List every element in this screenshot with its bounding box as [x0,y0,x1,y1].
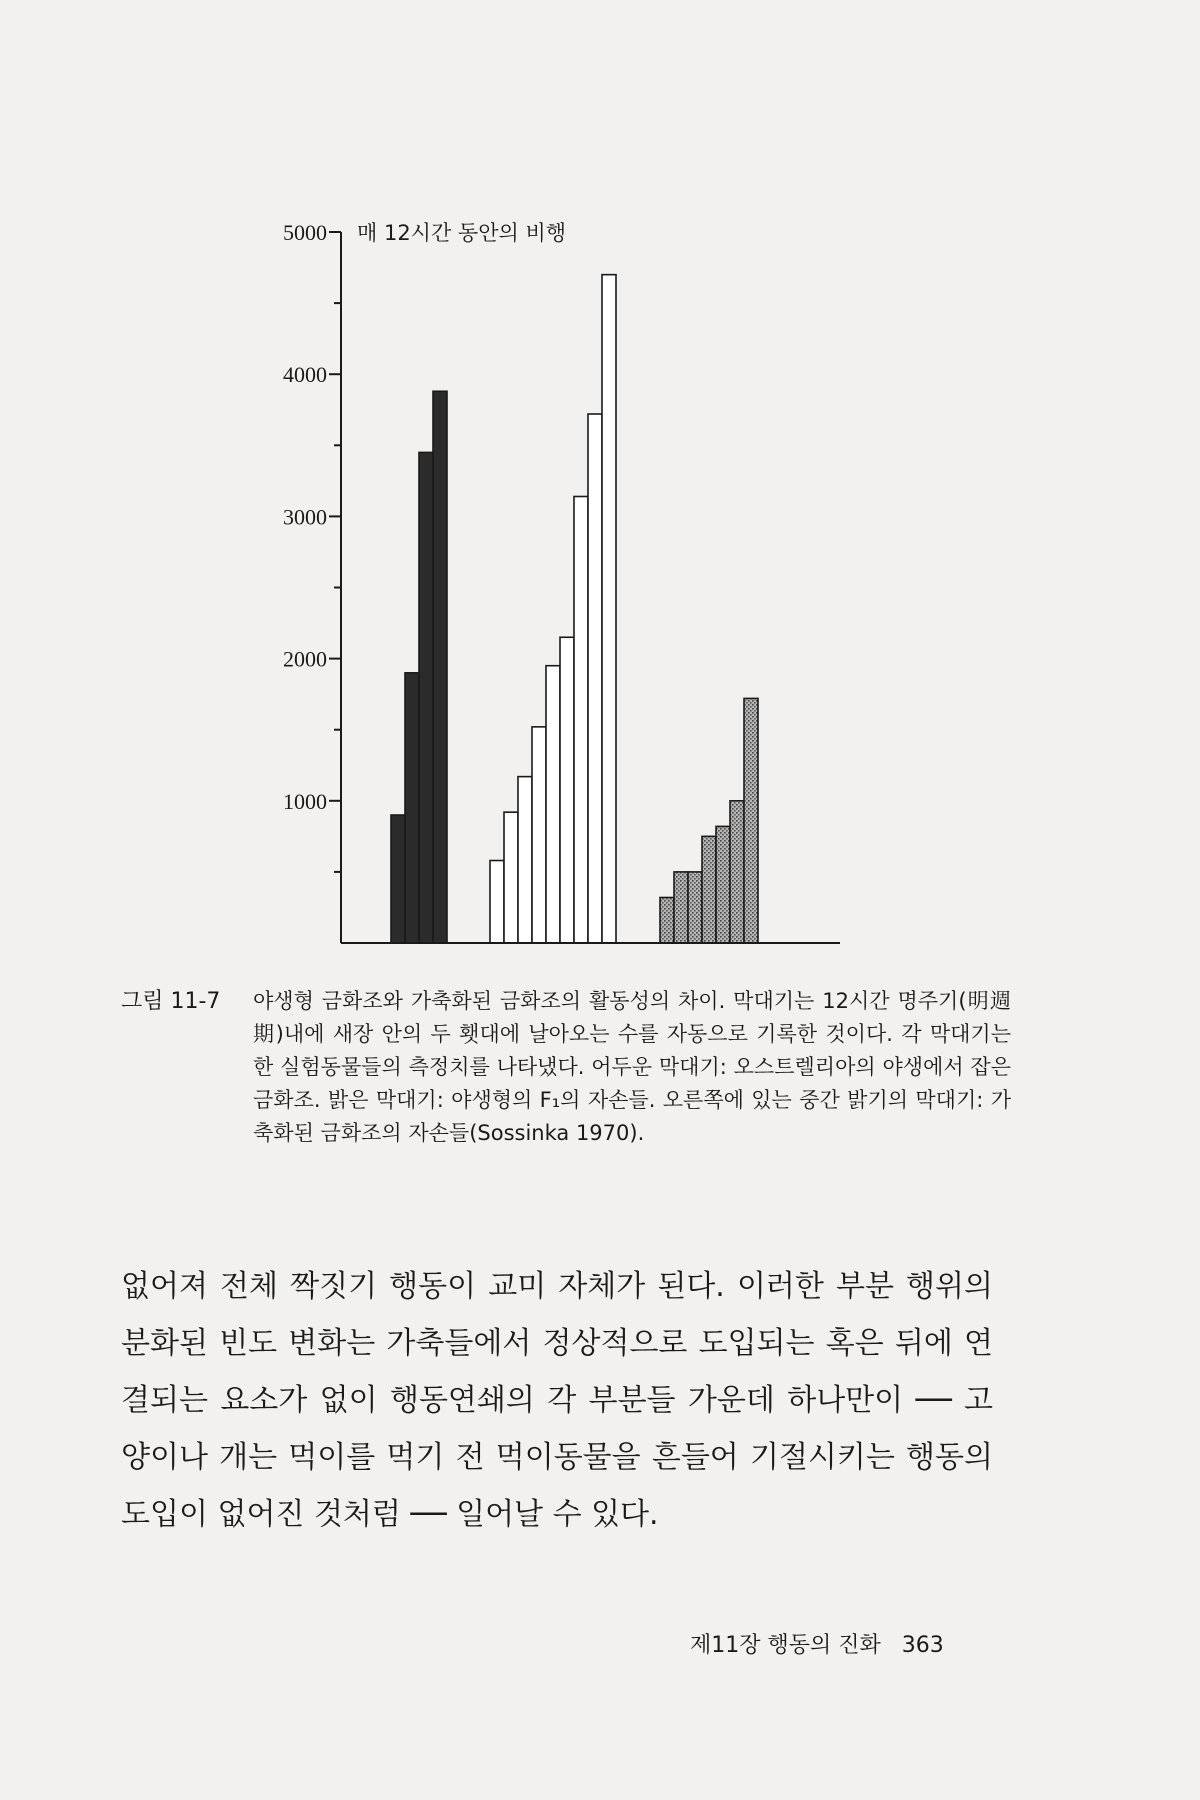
figure-caption [121,985,1011,1150]
figure-number: 그림 11-7 [121,989,221,1014]
bar-light-8 [588,414,602,943]
page-number: 363 [901,1633,944,1658]
bar-dark-3 [419,452,433,943]
bar-hatched-1 [660,897,674,943]
bar-hatched-2 [674,872,688,943]
y-axis-label: 매 12시간 동안의 비행 [357,221,567,245]
caption-text: 야생형 금화조와 가축화된 금화조의 활동성의 차이. 막대기는 12시간 명주기(明週期)내에 새장 안의 두 횃대에 날아오는 수를 자동으로 기록한 것이다. 각 막대기는 한 실험동물들의 측정치를 나타냈다. 어두운 막대기: 오스트렐리아의 야생에서 잡은 금화조. 밝은 막대기: 야생형의 F₁의 자손들. 오른쪽에 있는 중간 밝기의 막대기: 가축화된 금화조의 자손들(Sossinka 1970). [253,989,1011,1145]
bar-light-7 [574,496,588,943]
bar-light-2 [504,812,518,943]
bar-hatched-5 [716,826,730,943]
y-tick-label-5000: 5000 [283,220,327,245]
bar-hatched-3 [688,872,702,943]
bar-hatched-4 [702,836,716,943]
y-tick-label-2000: 2000 [283,646,327,672]
chapter-title: 제11장 행동의 진화 [690,1633,881,1658]
bar-dark-1 [391,815,405,943]
y-tick-label-1000: 1000 [283,788,327,814]
bar-light-3 [518,777,532,943]
body-paragraph: 없어져 전체 짝짓기 행동이 교미 자체가 된다. 이러한 부분 행위의 분화된 빈도 변화는 가축들에서 정상적으로 도입되는 혹은 뒤에 연결되는 요소가 없이 행동연쇄의 각 부분들 가운데 하나만이 ── 고양이나 개는 먹이를 먹기 전 먹이동물을 흔들어 기절시키는 행동의 도입이 없어진 것처럼 ── 일어날 수 있다. [121,1269,993,1532]
page-footer [690,1628,944,1659]
bar-light-4 [532,727,546,943]
bar-hatched-6 [730,801,744,943]
y-tick-label-3000: 3000 [283,504,327,530]
bar-light-1 [490,861,504,943]
bar-light-6 [560,637,574,943]
bar-dark-2 [405,673,419,943]
bar-hatched-7 [744,698,758,943]
y-tick-label-4000: 4000 [283,362,327,388]
bar-light-9 [602,275,616,943]
bar-light-5 [546,666,560,943]
bar-dark-4 [433,391,447,943]
